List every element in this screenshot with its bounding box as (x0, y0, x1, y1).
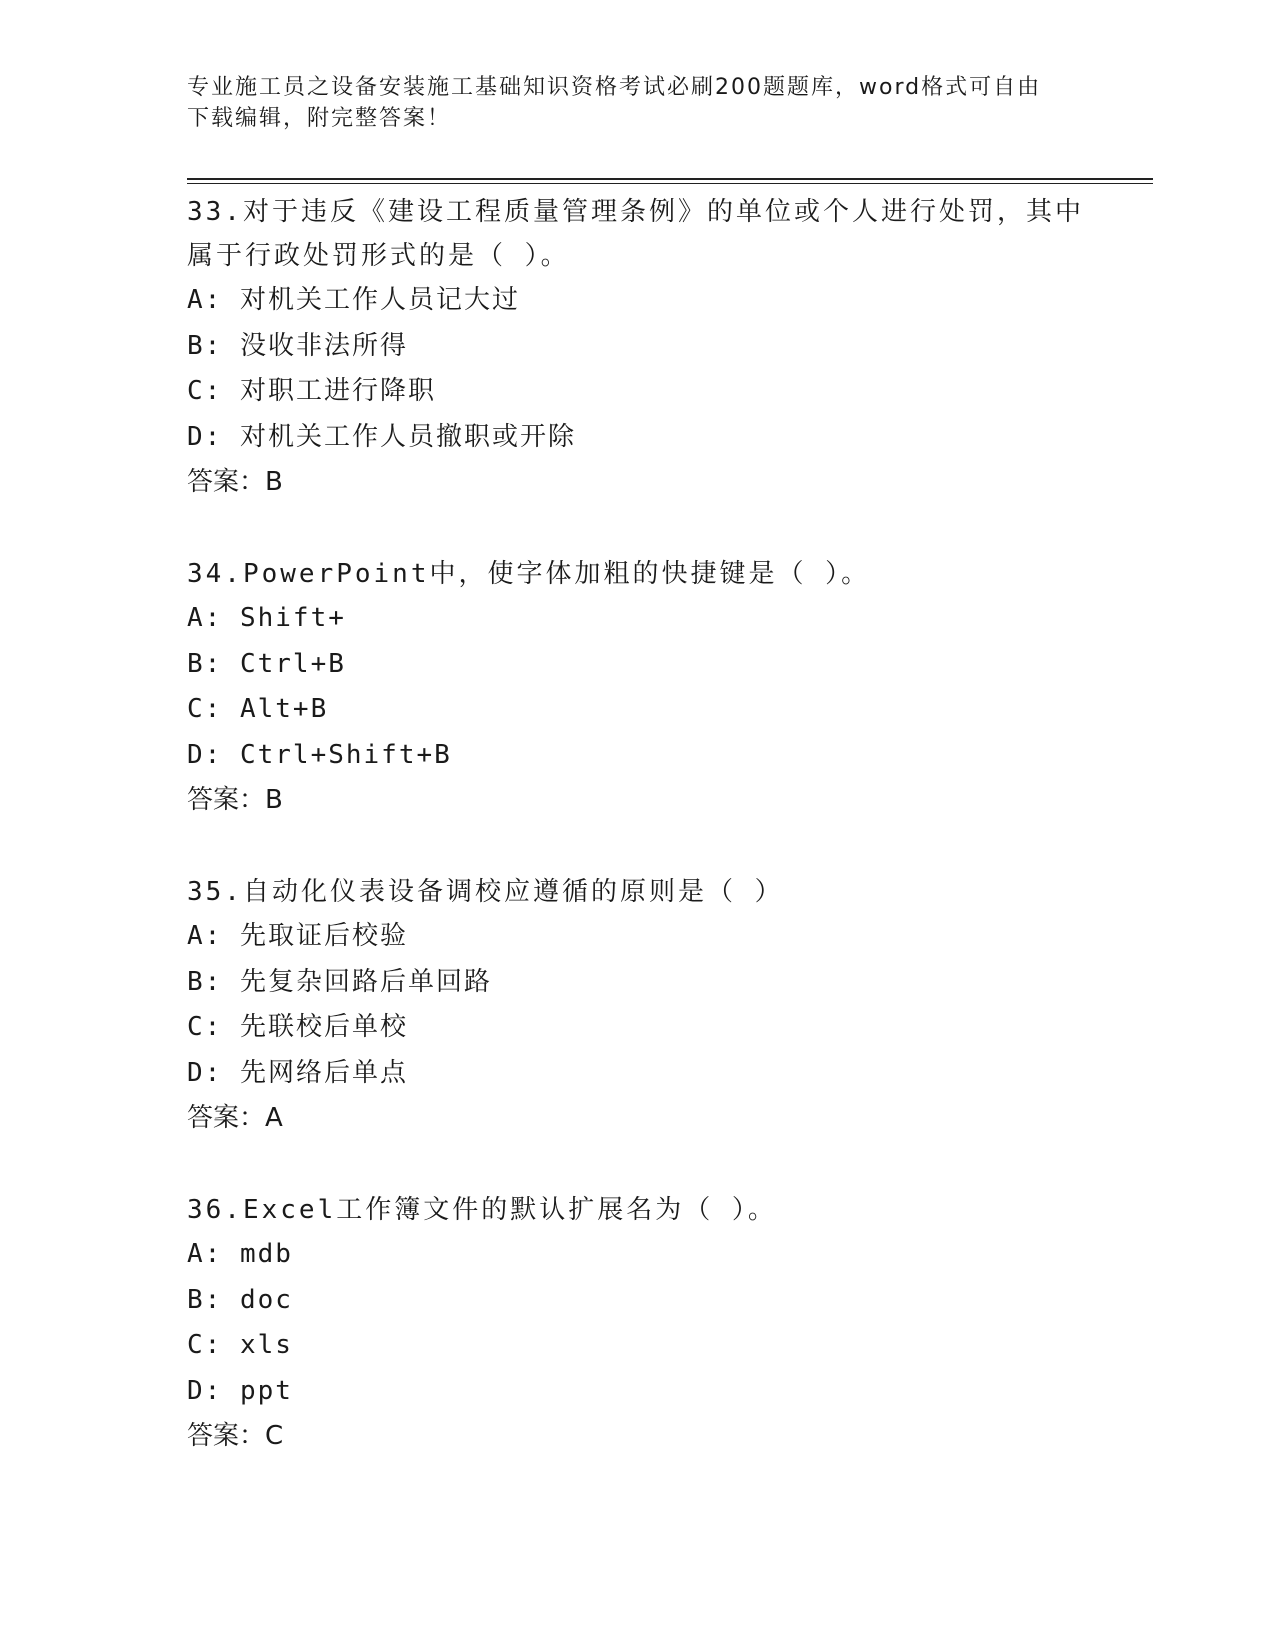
option-d: D: 对机关工作人员撤职或开除 (187, 421, 576, 452)
option-a: A: Shift+ (187, 603, 346, 633)
question-text-line-2: 属于行政处罚形式的是（ ）。 (187, 241, 570, 271)
option-c: C: xls (187, 1330, 293, 1360)
question-33 (187, 190, 1087, 505)
answer: 答案：B (187, 467, 283, 497)
question-text-line-1: 35.自动化仪表设备调校应遵循的原则是（ ） (187, 877, 784, 907)
answer: 答案：C (187, 1421, 284, 1451)
option-c: C: 对职工进行降职 (187, 376, 436, 406)
question-36 (187, 1188, 1087, 1459)
question-text-line-1: 34.PowerPoint中，使字体加粗的快捷键是（ ）。 (187, 559, 871, 589)
option-a: A: 对机关工作人员记大过 (187, 285, 520, 315)
header-title-line-2: 下载编辑，附完整答案！ (187, 106, 452, 131)
option-b: B: doc (187, 1284, 293, 1315)
question-34 (187, 552, 1087, 823)
answer: 答案：B (187, 785, 283, 815)
option-c: C: 先联校后单校 (187, 1012, 408, 1042)
option-c: C: Alt+B (187, 694, 329, 724)
question-text-line-1: 36.Excel工作簿文件的默认扩展名为（ ）。 (187, 1195, 777, 1225)
option-a: A: 先取证后校验 (187, 921, 408, 951)
option-a: A: mdb (187, 1239, 293, 1269)
header-divider-thin (187, 183, 1153, 184)
option-b: B: 没收非法所得 (187, 330, 408, 361)
option-b: B: 先复杂回路后单回路 (187, 966, 492, 997)
question-35 (187, 870, 1087, 1141)
question-text-line-1: 33.对于违反《建设工程质量管理条例》的单位或个人进行处罚，其中 (187, 197, 1084, 227)
option-b: B: Ctrl+B (187, 648, 346, 679)
option-d: D: Ctrl+Shift+B (187, 739, 452, 770)
header-divider-thick (187, 178, 1153, 180)
header-title-line-1: 专业施工员之设备安装施工基础知识资格考试必刷200题题库，word格式可自由 (187, 75, 1042, 100)
answer: 答案：A (187, 1103, 283, 1133)
option-d: D: ppt (187, 1375, 293, 1406)
option-d: D: 先网络后单点 (187, 1057, 408, 1088)
question-list (187, 190, 1087, 1506)
document-header (187, 72, 1067, 134)
